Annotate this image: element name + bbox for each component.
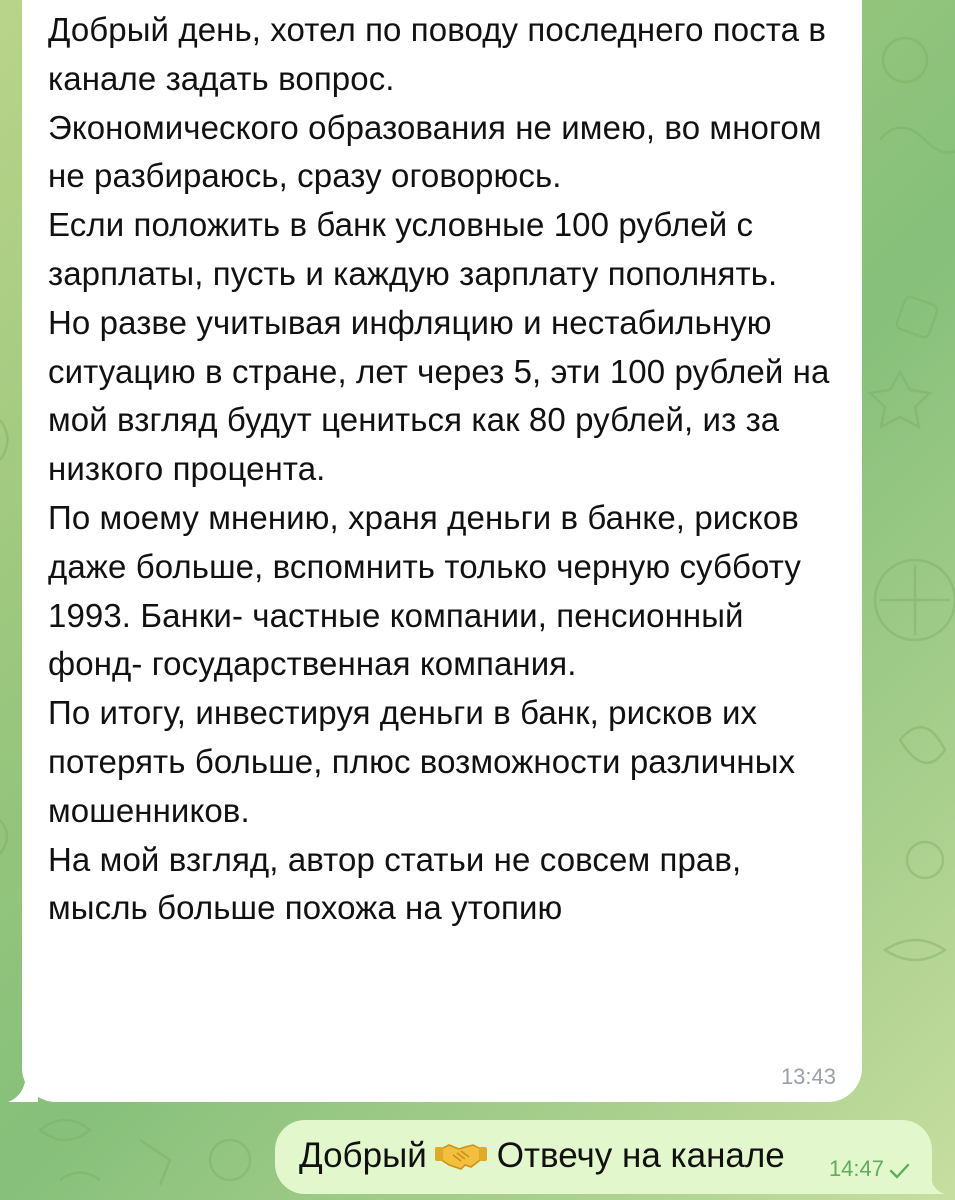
outgoing-text-greeting: Добрый	[299, 1135, 427, 1175]
outgoing-bubble-tail	[919, 1170, 945, 1194]
outgoing-message-text	[299, 1132, 785, 1178]
incoming-bubble-tail	[8, 1076, 38, 1102]
message-paragraph: На мой взгляд, автор статьи не совсем прав, мысль больше похожа на утопию	[48, 840, 742, 927]
incoming-message-text	[48, 6, 842, 933]
outgoing-message-meta	[829, 1156, 910, 1182]
message-paragraph: Добрый день, хотел по поводу последнего поста в канале задать вопрос.	[48, 11, 827, 97]
outgoing-message-time: 14:47	[828, 1156, 884, 1181]
message-paragraph: По моему мнению, храня деньги в банке, рисков даже больше, вспомнить только черную субботу 1993. Банки- частные компании, пенсионный фонд- государственная компания.	[48, 498, 801, 683]
handshake-icon	[435, 1139, 487, 1173]
message-paragraph: Но разве учитывая инфляцию и нестабильную ситуацию в стране, лет через 5, эти 100 рублей на мой взгляд будут цениться как 80 рублей, из за низкого процента.	[48, 303, 830, 488]
outgoing-text-main: Отвечу на канале	[496, 1135, 785, 1175]
incoming-message-time: 13:43	[780, 1064, 836, 1089]
message-paragraph: По итогу, инвестируя деньги в банк, рисков их потерять больше, плюс возможности различных мошенников.	[48, 694, 796, 829]
check-icon	[888, 1160, 910, 1178]
outgoing-message-bubble[interactable]	[275, 1120, 932, 1194]
message-paragraph: Экономического образования не имею, во многом не разбираюсь, сразу оговорюсь.	[48, 108, 822, 195]
message-paragraph: Если положить в банк условные 100 рублей с зарплаты, пусть и каждую зарплату пополнять.	[48, 206, 778, 292]
incoming-message-bubble[interactable]	[22, 0, 862, 1102]
